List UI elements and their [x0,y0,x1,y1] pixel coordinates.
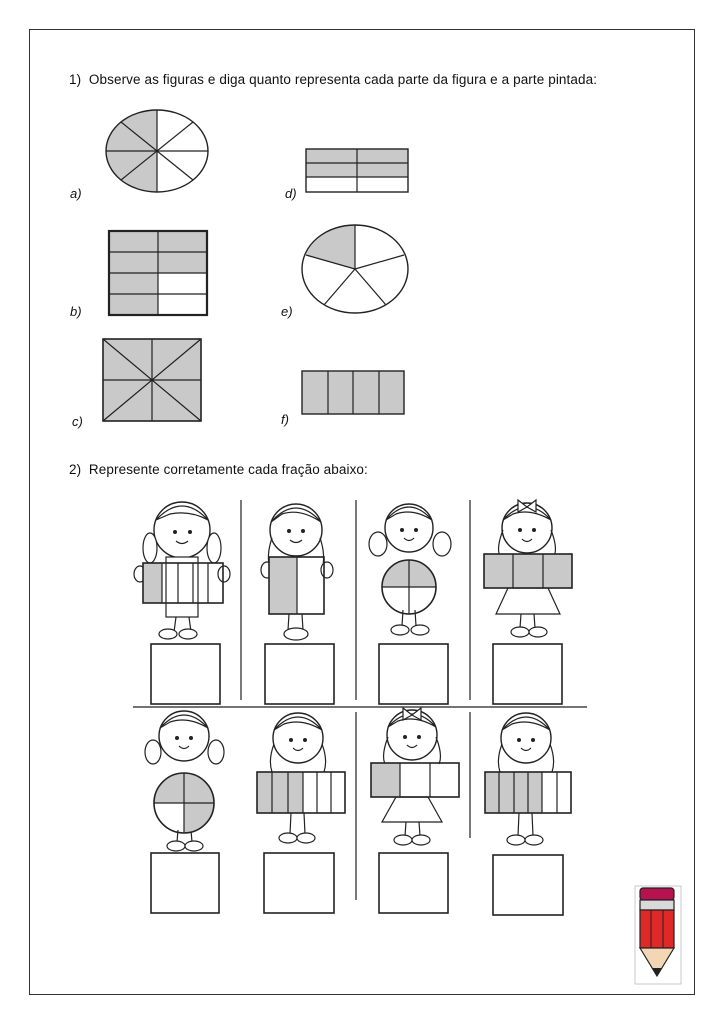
answer-box-1[interactable] [151,644,220,704]
answer-box-5[interactable] [151,853,219,913]
label-b: b) [70,304,82,319]
girl-figure-3 [369,504,451,704]
figure-d-grid [306,149,408,192]
label-d: d) [285,186,297,201]
girl-figure-2 [261,504,334,704]
label-e: e) [281,304,293,319]
girl-figure-4 [484,500,572,704]
question-2-text: Represente corretamente cada fração abaixo: [88,462,368,477]
answer-box-7[interactable] [379,853,448,913]
pencil-icon [635,886,681,984]
question-1-number: 1) [69,72,82,87]
figure-f-bar [302,371,404,414]
figure-e-circle [302,225,408,313]
question-2-number: 2) [69,462,82,477]
figure-c-square [103,339,201,421]
answer-box-4[interactable] [493,644,562,704]
answer-box-3[interactable] [379,644,448,704]
girl-figure-5 [145,711,224,913]
figure-b-grid [109,231,207,315]
girl-figure-1 [134,502,230,704]
figure-a-circle [106,110,208,192]
label-c: c) [72,414,83,429]
answer-box-2[interactable] [265,644,334,704]
girl-figure-6 [257,713,345,913]
question-1-text: Observe as figuras e diga quanto representa cada parte da figura e a parte pintada: [88,72,598,87]
label-f: f) [281,412,289,427]
girl-figure-7 [371,708,459,913]
answer-box-8[interactable] [493,855,563,915]
answer-box-6[interactable] [264,853,334,913]
label-a: a) [70,186,82,201]
girl-figure-8 [485,713,571,915]
